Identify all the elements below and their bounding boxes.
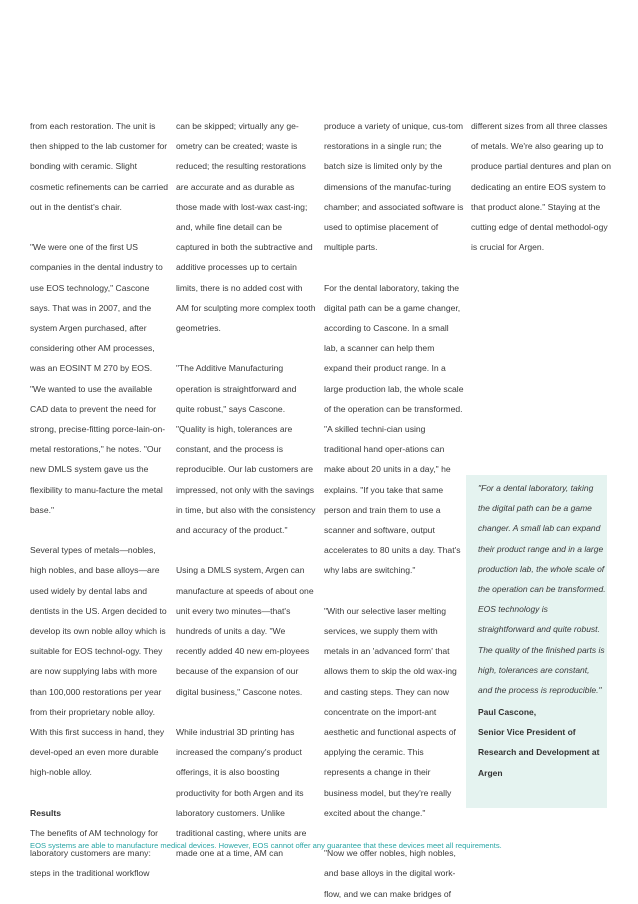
col1-paragraph-4: The benefits of AM technology for laboratory customers are many: steps in the traditional workflow [30,828,159,879]
footer-disclaimer: EOS systems are able to manufacture medical devices. However, EOS cannot offer any guarantee that these devices meet all requirements. [30,841,502,850]
col1-paragraph-1: from each restoration. The unit is then shipped to the lab customer for bonding with ceramic. Slight cosmetic refinements can be carried out in the dentist's chair. [30,121,169,212]
quote-author-title: Senior Vice President of Research and Development at Argen [478,727,600,778]
col3-paragraph-2: For the dental laboratory, taking the digital path can be a game changer, according to Cascone. In a small lab, a scanner can help them expand their product range. In a large production lab, the whole scale of the operation can be transformed. "A skilled techni-cian using traditional hand oper-ations can make about 20 units in a day," he explains. "If you take that same person and train them to use a scanner and software, output accelerates to 80 units a day. That's why labs are switching." [324,282,464,576]
article-column-1 [30,116,170,884]
article-column-2 [176,116,316,863]
quote-author-name: Paul Cascone, [478,707,537,717]
col3-paragraph-3: "With our selective laser melting services, we supply them with metals in an 'advanced form' that allows them to skip the old wax-ing and casting steps. They can now concentrate on the import-ant aesthetic and functional aspects of applying the ceramic. This represents a change in their business model, but they're really excited about the change." [324,605,457,818]
col2-paragraph-4: While industrial 3D printing has increased the company's product offerings, it is also boosting productivity for both Argen and its laboratory customers. Unlike traditional casting, where units are made one at a time, AM can [176,727,307,859]
col3-paragraph-4: "Now we offer nobles, high nobles, and base alloys in the digital work-flow, and we can make bridges of [324,848,456,899]
results-heading: Results [30,807,62,818]
col2-paragraph-1: can be skipped; virtually any ge-ometry can be created; waste is reduced; the resulting restorations are accurate and as durable as those made with lost-wax cast-ing; and, while fine detail can be captured in both the subtractive and additive processes up to certain limits, there is no added cost with AM for sculpting more complex tooth geometries. [176,121,316,334]
col3-paragraph-1: produce a variety of unique, cus-tom restorations in a single run; the batch size is limited only by the dimensions of the manufac-turing chamber; and associated software is used to optimise placement of multiple parts. [324,121,464,253]
article-column-4 [471,116,611,257]
col4-paragraph-1: different sizes from all three classes of metals. We're also gearing up to produce partial dentures and plan on dedicating an entire EOS system to that product alone." Staying at the cutting edge of dental methodol-ogy is crucial for Argen. [471,121,611,253]
col2-paragraph-2: "The Additive Manufacturing operation is straightforward and quite robust," says Cascone. "Quality is high, tolerances are constant, and the process is reproducible. Our lab customers are impressed, not only with the savings in time, but also with the consistency and accuracy of the product." [176,363,316,536]
col2-paragraph-3: Using a DMLS system, Argen can manufacture at speeds of about one unit every two minutes—that's hundreds of units a day. "We recently added 40 new em-ployees because of the expansion of our digital business," Cascone notes. [176,565,314,697]
pull-quote-attribution [478,702,606,783]
pull-quote-body: "For a dental laboratory, taking the digital path can be a game changer. A small lab can expand their product range and in a large production lab, the whole scale of the operation can be transformed. EOS technology is straightforward and quite robust. The quality of the finished parts is high, tolerances are constant, and the process is reproducible." [478,483,606,696]
col1-paragraph-3: Several types of metals—nobles, high nobles, and base alloys—are used widely by dental labs and dentists in the US. Argen decided to develop its own noble alloy which is suitable for EOS technol-ogy. They are now supplying labs with more than 100,000 restorations per year from their proprietary noble alloy. With this first success in hand, they devel-oped an even more durable high-noble alloy. [30,545,167,778]
col1-paragraph-2: "We were one of the first US companies in the dental industry to use EOS technology," Cascone says. That was in 2007, and the system Argen purchased, after considering other AM processes, was an EOSINT M 270 by EOS. "We wanted to use the available CAD data to prevent the need for strong, precise-fitting porce-lain-on-metal restorations," he notes. "Our new DMLS system gave us the flexibility to manu-facture the metal base." [30,242,166,515]
pull-quote-text [478,478,606,700]
article-column-3 [324,116,464,904]
